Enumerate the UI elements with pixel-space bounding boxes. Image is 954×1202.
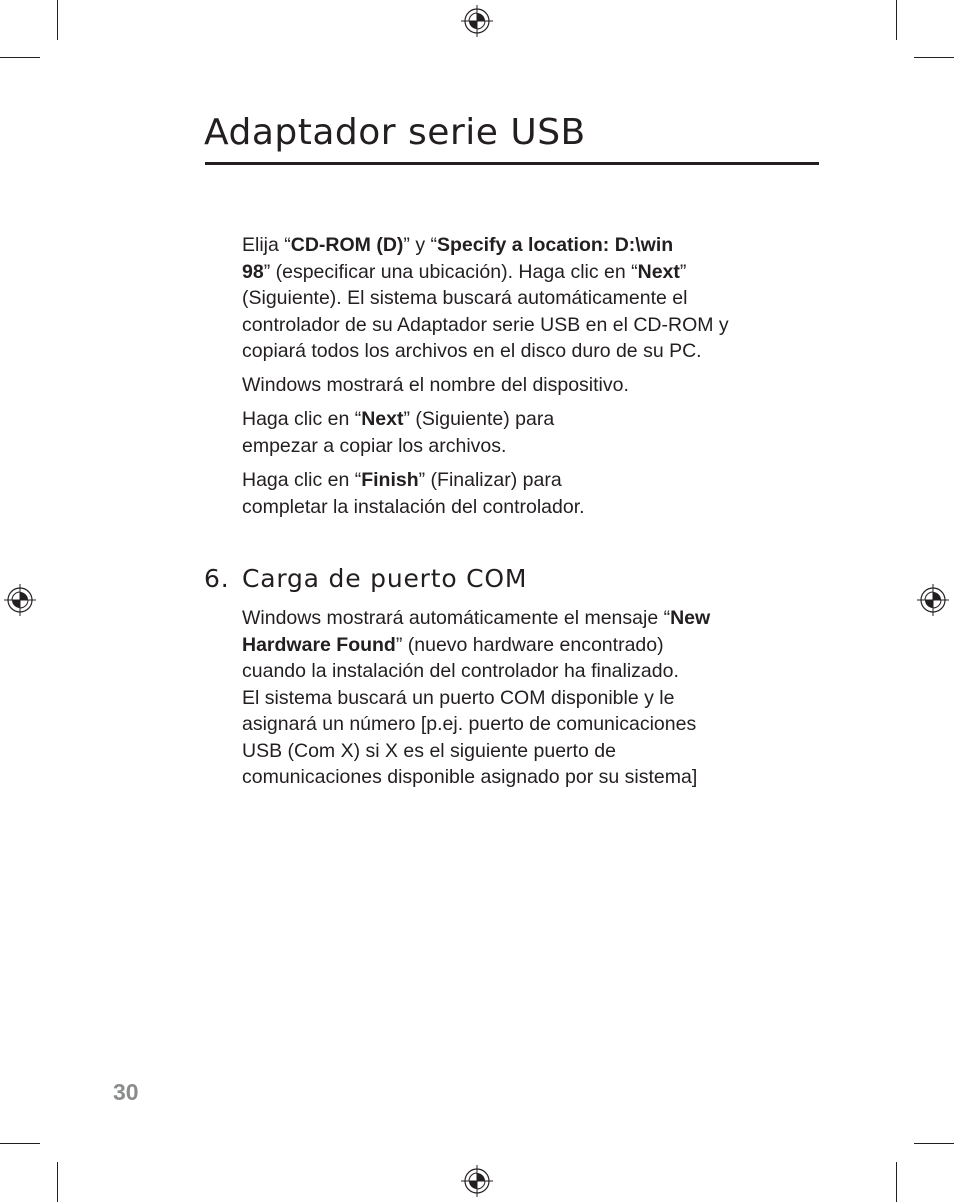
- section-paragraph: [242, 605, 802, 791]
- text-run: Windows mostrará automáticamente el mensaje “: [242, 607, 671, 629]
- registration-target-icon: [461, 1165, 493, 1197]
- step-paragraph: [242, 406, 802, 459]
- crop-mark: [0, 1143, 40, 1144]
- text-run: Windows mostrará el nombre del dispositivo.: [242, 374, 629, 396]
- bold-text: New: [670, 607, 711, 629]
- crop-mark: [0, 57, 40, 58]
- crop-mark: [896, 0, 897, 40]
- bold-text: 98: [242, 260, 264, 283]
- text-run: ” (nuevo hardware encontrado): [395, 633, 664, 656]
- text-run: Haga clic en “: [242, 469, 362, 491]
- text-run: ” (Finalizar) para: [418, 469, 562, 491]
- text-run: Haga clic en “: [242, 408, 362, 430]
- step-paragraph: [242, 467, 802, 520]
- registration-target-icon: [4, 584, 36, 616]
- text-run: copiará todos los archivos en el disco duro de su PC.: [242, 340, 702, 362]
- crop-mark: [914, 57, 954, 58]
- text-run: completar la instalación del controlador.: [242, 495, 585, 518]
- page-number: 30: [113, 1079, 139, 1105]
- text-run: ” (Siguiente) para: [403, 408, 555, 430]
- registration-target-icon: [917, 584, 949, 616]
- text-run: empezar a copiar los archivos.: [242, 434, 507, 457]
- bold-text: CD-ROM (D): [290, 234, 404, 256]
- text-run: El sistema buscará un puerto COM disponible y le: [242, 686, 675, 709]
- section-heading: [204, 564, 527, 593]
- bold-text: Next: [361, 408, 404, 430]
- crop-mark: [57, 0, 58, 40]
- section-title: Carga de puerto COM: [242, 564, 528, 593]
- step-paragraph: [242, 372, 802, 399]
- crop-mark: [914, 1143, 954, 1144]
- step-paragraph: [242, 232, 802, 365]
- bold-text: Next: [637, 260, 680, 283]
- text-run: cuando la instalación del controlador ha finalizado.: [242, 660, 679, 682]
- bold-text: Hardware Found: [242, 633, 396, 656]
- bold-text: Specify a location: D:\win: [436, 234, 674, 256]
- text-run: Elija “: [242, 234, 291, 256]
- text-run: comunicaciones disponible asignado por su sistema]: [242, 766, 698, 788]
- crop-mark: [896, 1162, 897, 1202]
- text-run: (Siguiente). El sistema buscará automáticamente el: [242, 287, 688, 309]
- text-run: asignará un número [p.ej. puerto de comunicaciones: [242, 713, 697, 735]
- text-run: ” y “: [403, 234, 437, 256]
- text-run: USB (Com X) si X es el siguiente puerto de: [242, 739, 616, 762]
- text-run: controlador de su Adaptador serie USB en el CD-ROM y: [242, 313, 729, 336]
- section-number: 6.: [204, 564, 230, 593]
- text-run: ”: [679, 260, 687, 283]
- text-run: ” (especificar una ubicación). Haga clic en “: [263, 260, 638, 283]
- title-divider: [205, 162, 819, 165]
- bold-text: Finish: [361, 469, 419, 491]
- page-title: Adaptador serie USB: [204, 112, 586, 153]
- registration-target-icon: [461, 5, 493, 37]
- crop-mark: [57, 1162, 58, 1202]
